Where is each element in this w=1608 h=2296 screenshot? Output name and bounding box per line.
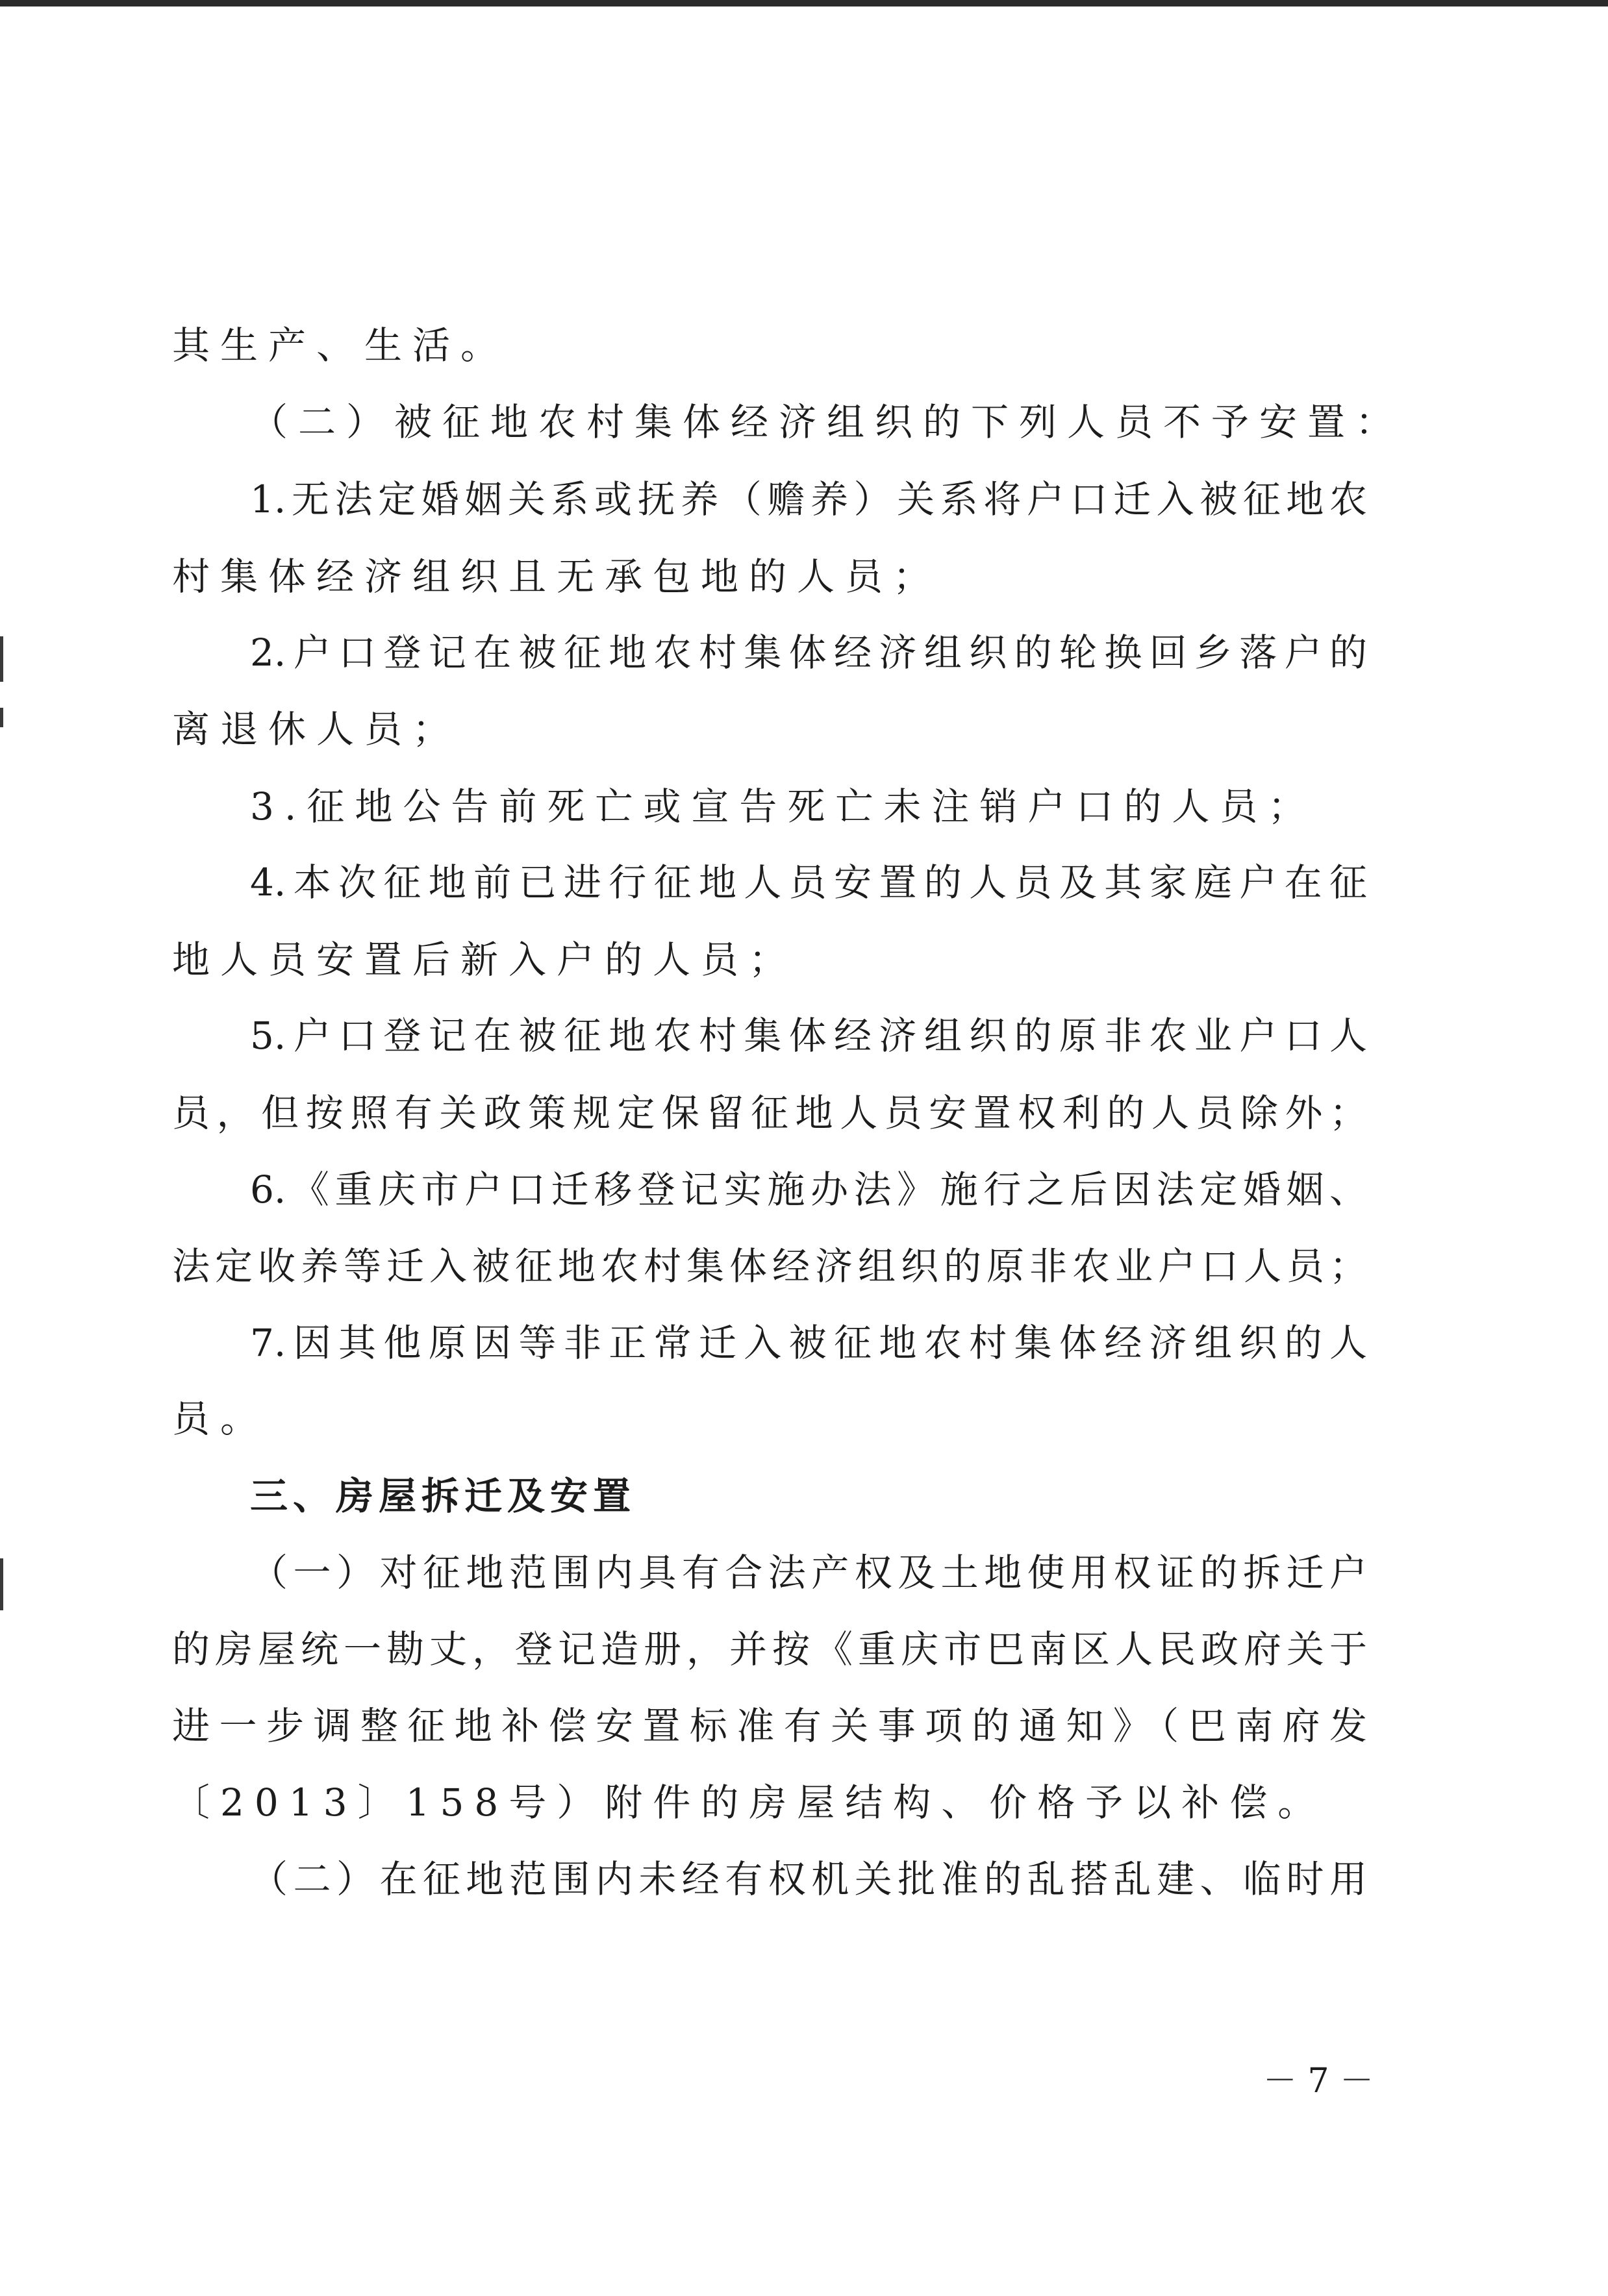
text-line: 其生产、生活。 [172,323,509,368]
page-number: － 7 － [1263,2062,1374,2101]
scan-edge-mark [0,636,3,682]
text-line: 离退休人员； [172,707,461,751]
scan-edge-mark [0,1558,3,1610]
text-line: 村集体经济组织且无承包地的人员； [172,555,942,599]
text-line: 6.《重庆市户口迁移登记实施办法》施行之后因法定婚姻、 [250,1167,1367,1212]
text-line: 地人员安置后新入户的人员； [172,938,798,982]
text-line: （二）在征地范围内未经有权机关批准的乱搭乱建、临时用 [250,1857,1367,1901]
text-line: （一）对征地范围内具有合法产权及土地使用权证的拆迁户 [250,1551,1367,1595]
text-line: 〔2013〕158号）附件的房屋结构、价格予以补偿。 [172,1780,1326,1825]
text-line: 进一步调整征地补偿安置标准有关事项的通知》（巴南府发 [172,1704,1367,1748]
text-line: 5.户口登记在被征地农村集体经济组织的原非农业户口人 [250,1014,1367,1058]
scan-edge-mark [0,708,3,727]
text-line: 员。 [172,1397,269,1441]
text-line: 的房屋统一勘丈，登记造册，并按《重庆市巴南区人民政府关于 [172,1627,1367,1671]
text-line: 员，但按照有关政策规定保留征地人员安置权利的人员除外； [172,1091,1367,1135]
text-line: 4.本次征地前已进行征地人员安置的人员及其家庭户在征 [250,860,1367,905]
scan-top-edge [0,0,1608,6]
text-line: 2.户口登记在被征地农村集体经济组织的轮换回乡落户的 [250,630,1367,675]
text-line: 3.征地公告前死亡或宣告死亡未注销户口的人员； [250,784,1316,829]
text-line: 法定收养等迁入被征地农村集体经济组织的原非农业户口人员； [172,1244,1367,1288]
text-line: 1.无法定婚姻关系或抚养（赡养）关系将户口迁入被征地农 [250,477,1367,521]
text-line: 7.因其他原因等非正常迁入被征地农村集体经济组织的人 [250,1321,1367,1365]
text-line: （二）被征地农村集体经济组织的下列人员不予安置： [250,400,1404,444]
section-heading: 三、房屋拆迁及安置 [250,1474,636,1518]
